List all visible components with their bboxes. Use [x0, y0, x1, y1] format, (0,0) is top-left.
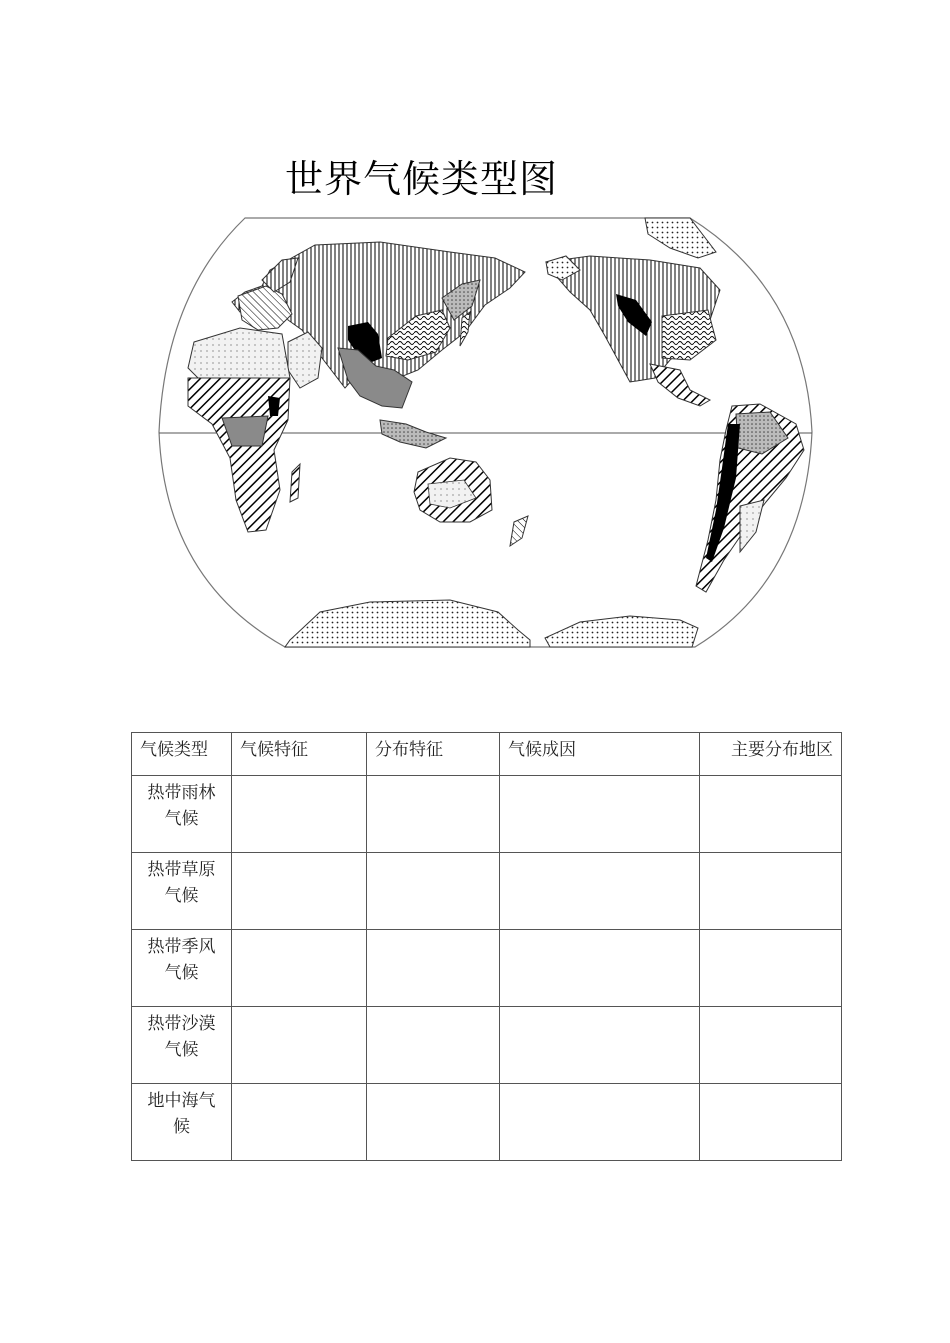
table-row — [132, 930, 842, 1007]
table-cell[interactable] — [367, 1084, 500, 1161]
table-cell[interactable] — [232, 1084, 367, 1161]
table-cell[interactable] — [367, 1007, 500, 1084]
header-distribution-features: 分布特征 — [367, 733, 500, 776]
table-cell[interactable] — [232, 776, 367, 853]
climate-type-cell: 热带沙漠气候 — [132, 1007, 232, 1084]
table-cell[interactable] — [700, 1084, 842, 1161]
climate-table — [131, 732, 842, 1161]
climate-type-cell: 地中海气候 — [132, 1084, 232, 1161]
header-climate-type: 气候类型 — [132, 733, 232, 776]
table-row — [132, 1007, 842, 1084]
header-climate-causes: 气候成因 — [500, 733, 700, 776]
table-row — [132, 1084, 842, 1161]
table-cell[interactable] — [500, 930, 700, 1007]
table-cell[interactable] — [367, 930, 500, 1007]
table-cell[interactable] — [500, 1007, 700, 1084]
table-cell[interactable] — [700, 853, 842, 930]
table-cell[interactable] — [500, 853, 700, 930]
world-climate-map — [150, 210, 820, 655]
table-row — [132, 776, 842, 853]
ethiopia-highland — [268, 396, 280, 416]
header-climate-features: 气候特征 — [232, 733, 367, 776]
table-cell[interactable] — [700, 1007, 842, 1084]
table-cell[interactable] — [367, 776, 500, 853]
table-cell[interactable] — [232, 1007, 367, 1084]
table-row — [132, 853, 842, 930]
page-title: 世界气候类型图 — [285, 157, 559, 201]
climate-type-cell: 热带草原气候 — [132, 853, 232, 930]
climate-type-cell: 热带季风气候 — [132, 930, 232, 1007]
table-cell[interactable] — [700, 776, 842, 853]
table-header-row — [132, 733, 842, 776]
table-cell[interactable] — [232, 853, 367, 930]
table-cell[interactable] — [500, 776, 700, 853]
table-cell[interactable] — [700, 930, 842, 1007]
header-main-regions: 主要分布地区 — [700, 733, 842, 776]
table-cell[interactable] — [232, 930, 367, 1007]
climate-type-cell: 热带雨林气候 — [132, 776, 232, 853]
table-cell[interactable] — [367, 853, 500, 930]
table-cell[interactable] — [500, 1084, 700, 1161]
